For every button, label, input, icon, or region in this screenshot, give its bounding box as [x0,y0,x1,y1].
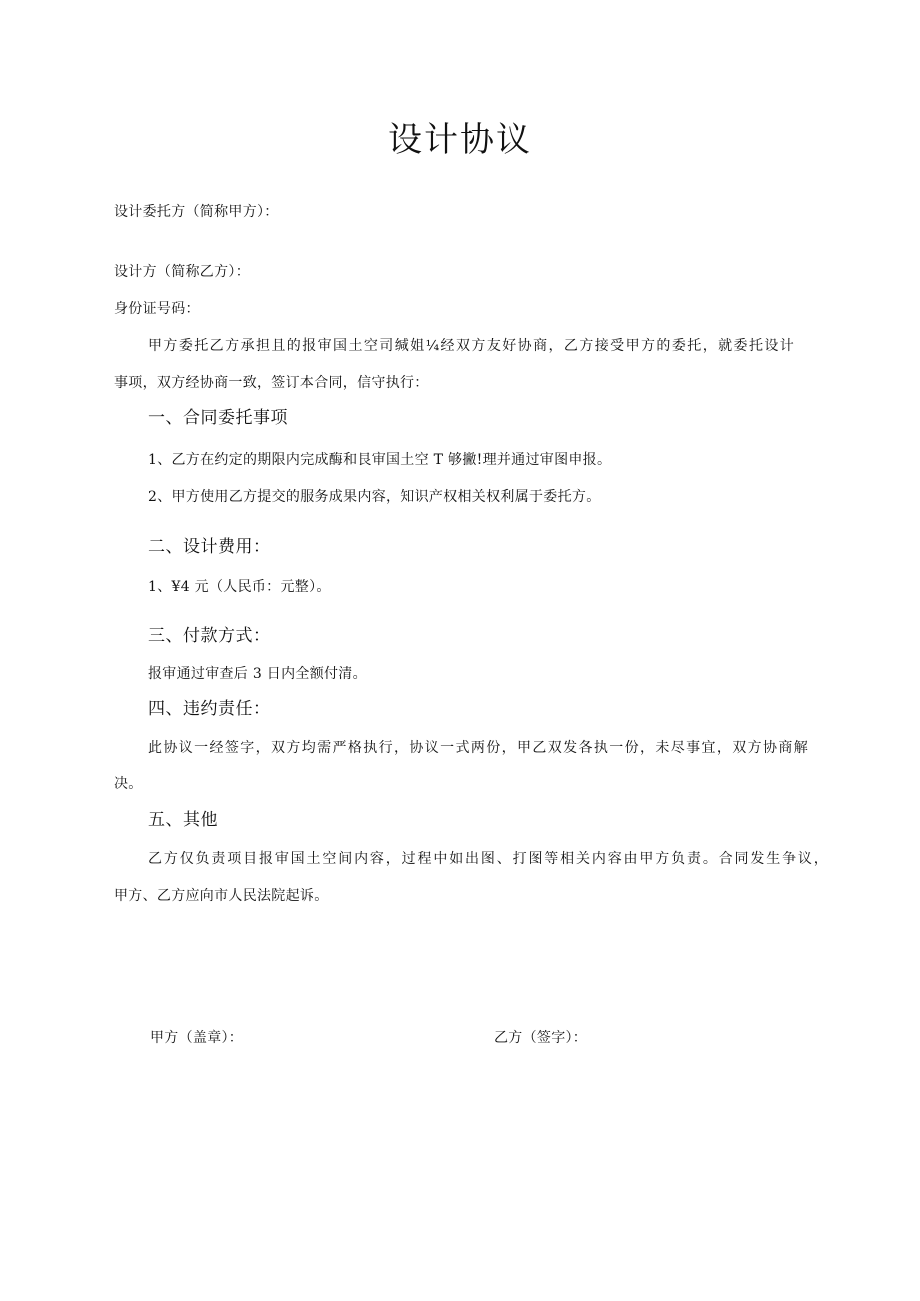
section-2-item-1: 1、¥4 元（人民币：元整）。 [148,579,331,595]
intro-line-2: 事项，双方经协商一致，签订本合同，信守执行： [114,375,429,391]
section-1-heading: 一、合同委托事项 [148,408,288,428]
section-5-line-2: 甲方、乙方应向市人民法院起诉。 [114,888,329,904]
party-b-signature: 乙方（签字）： [494,1030,588,1046]
section-3-body: 报审通过审查后 3 日内全额付清。 [148,666,367,682]
intro-line-1: 甲方委托乙方承担且的报审国土空司缄姐¼经双方友好协商，乙方接受甲方的委托，就委托设计 [148,338,794,354]
section-3-heading: 三、付款方式： [148,626,271,646]
document-title: 设计协议 [388,120,532,160]
section-5-heading: 五、其他 [148,810,218,830]
party-a-label: 设计委托方（简称甲方）： [114,204,279,220]
section-1-item-2: 2、甲方使用乙方提交的服务成果内容，知识产权相关权利属于委托方。 [148,489,601,505]
section-1-item-1: 1、乙方在约定的期限内完成酶和艮审国土空 T 够撇!理并通过审图申报。 [148,452,612,468]
section-2-heading: 二、设计费用： [148,537,271,557]
section-4-line-2: 决。 [114,776,143,792]
id-number-label: 身份证号码： [114,301,200,317]
section-5-line-1: 乙方仅负责项目报审国土空间内容，过程中如出图、打图等相关内容由甲方负责。合同发生争议， [148,851,828,867]
party-a-signature: 甲方（盖章）： [150,1030,244,1046]
party-b-label: 设计方（简称乙方）： [114,264,250,280]
section-4-line-1: 此协议一经签字，双方均需严格执行，协议一式两份，甲乙双发各执一份，未尽事宜，双方协商解 [148,740,808,756]
section-4-heading: 四、违约责任： [148,699,271,719]
